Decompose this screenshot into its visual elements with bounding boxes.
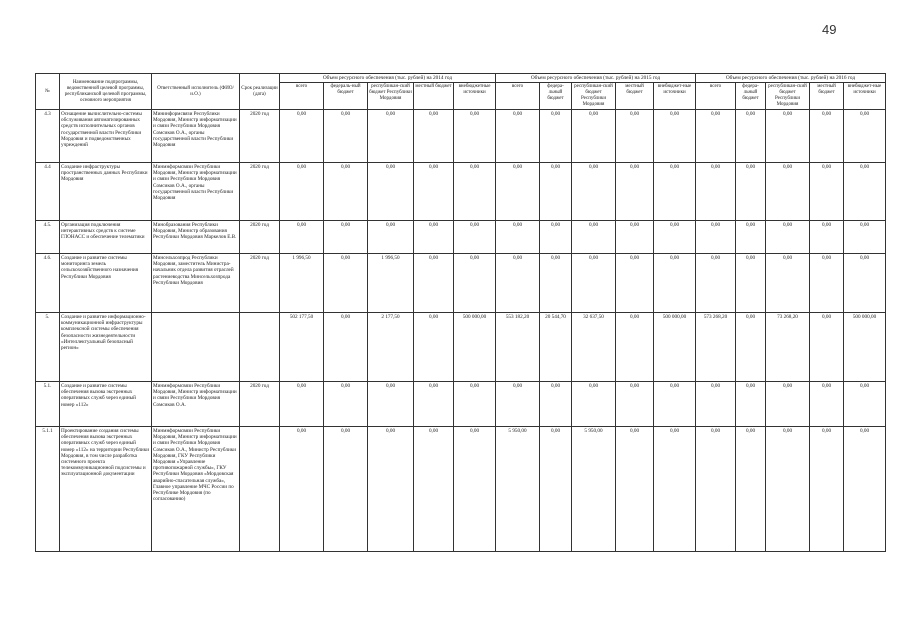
cell-2015-total: 0,00 <box>496 382 540 427</box>
row-executor: Мининформсвязи Республики Мордовия, Министр информатизации и связи Республики Мордовия Сомсиков О.А., органы государственной власти Республики Мордовия <box>152 110 240 163</box>
cell-2014-extra: 0,00 <box>454 110 496 163</box>
row-number: 4.4 <box>36 163 60 221</box>
row-term: 2020 год <box>240 382 280 427</box>
cell-2014-federal: 0,00 <box>324 163 368 221</box>
cell-2016-total: 0,00 <box>696 221 736 254</box>
cell-2016-local: 0,00 <box>810 427 844 552</box>
cell-2016-extra: 0,00 <box>844 163 886 221</box>
subheader-2015-republic: республикан-ский бюджет Республики Мордовия <box>572 83 616 110</box>
cell-2014-local: 0,00 <box>414 163 454 221</box>
cell-2014-extra: 500 000,00 <box>454 313 496 382</box>
cell-2016-republic: 0,00 <box>766 254 810 313</box>
cell-2015-total: 0,00 <box>496 254 540 313</box>
cell-2015-extra: 0,00 <box>654 110 696 163</box>
row-term: 2020 год <box>240 163 280 221</box>
cell-2016-total: 0,00 <box>696 382 736 427</box>
cell-2014-local: 0,00 <box>414 110 454 163</box>
cell-2014-extra: 0,00 <box>454 254 496 313</box>
cell-2014-extra: 0,00 <box>454 427 496 552</box>
cell-2014-republic: 1 996,50 <box>368 254 414 313</box>
cell-2014-local: 0,00 <box>414 382 454 427</box>
subheader-2016-local: местный бюджет <box>810 83 844 110</box>
row-term <box>240 427 280 552</box>
subheader-2014-federal: федераль-ный бюджет <box>324 83 368 110</box>
cell-2016-federal: 0,00 <box>736 163 766 221</box>
header-group-2015: Объем ресурсного обеспечения (тыс. рублей) на 2015 год <box>496 74 696 83</box>
cell-2014-federal: 0,00 <box>324 427 368 552</box>
cell-2016-federal: 0,00 <box>736 382 766 427</box>
cell-2014-republic: 0,00 <box>368 382 414 427</box>
row-executor: Минобразования Республики Мордовия, Министр образования Республики Мордовия Маркелов Е.В. <box>152 221 240 254</box>
cell-2015-federal: 20 544,70 <box>540 313 572 382</box>
cell-2015-local: 0,00 <box>616 163 654 221</box>
table-row <box>36 163 886 221</box>
cell-2015-federal: 0,00 <box>540 221 572 254</box>
cell-2014-local: 0,00 <box>414 313 454 382</box>
cell-2015-extra: 0,00 <box>654 221 696 254</box>
row-program-name: Создание и развитие информационно-коммуникационной инфраструктуры комплексной системы обеспечения безопасности жизнедеятельности «Интеллектуальный безопасный регион» <box>60 313 152 382</box>
row-program-name: Оснащение вычислительно-системы обслуживания автоматизированных средств исполнительных органов государственной власти Республики Мордовия и подведомственных учреждений <box>60 110 152 163</box>
row-executor: Минмнформсвязи Республики Мордовия, Министр информатизации и связи Республики Мордовия Сомсиков О.А., Министр Республики Мордовия, ГКУ Республики Мордовия «Управление противопожарной службы», ГКУ Республики Мордовия «Мордовская аварийно-спасательная служба», Главное управление МЧС России по Республике Мордовия (по согласованию) <box>152 427 240 552</box>
header-number: № <box>36 74 60 110</box>
cell-2016-extra: 0,00 <box>844 254 886 313</box>
row-executor: Минмнформсвязи Республики Мордовия, Министр информатизации и связи Республики Мордовия Сомсиков О.А. <box>152 382 240 427</box>
cell-2014-republic: 0,00 <box>368 163 414 221</box>
cell-2014-federal: 0,00 <box>324 110 368 163</box>
subheader-2016-extra: внебюджет-ные источники <box>844 83 886 110</box>
table-row <box>36 110 886 163</box>
cell-2014-republic: 0,00 <box>368 110 414 163</box>
cell-2016-federal: 0,00 <box>736 254 766 313</box>
cell-2016-federal: 0,00 <box>736 313 766 382</box>
cell-2015-total: 553 182,20 <box>496 313 540 382</box>
header-term: Срок реализации (дата) <box>240 74 280 110</box>
cell-2014-total: 0,00 <box>280 221 324 254</box>
subheader-2016-total: всего <box>696 83 736 110</box>
table-row <box>36 254 886 313</box>
row-program-name: Проектирование создания системы обеспечения вызова экстренных оперативных служб через единый номер «112» на территории Республики Мордовия, в том числе разработка системного проекта телекоммуникационной подсистемы и эксплуатационной документации <box>60 427 152 552</box>
cell-2014-extra: 0,00 <box>454 221 496 254</box>
cell-2016-local: 0,00 <box>810 110 844 163</box>
cell-2016-federal: 0,00 <box>736 221 766 254</box>
cell-2016-total: 573 268,20 <box>696 313 736 382</box>
cell-2015-republic: 0,00 <box>572 110 616 163</box>
cell-2015-extra: 0,00 <box>654 163 696 221</box>
row-number: 4.3 <box>36 110 60 163</box>
cell-2015-extra: 0,00 <box>654 254 696 313</box>
cell-2015-federal: 0,00 <box>540 163 572 221</box>
cell-2015-federal: 0,00 <box>540 382 572 427</box>
cell-2015-federal: 0,00 <box>540 254 572 313</box>
cell-2015-local: 0,00 <box>616 313 654 382</box>
row-term: 2020 год <box>240 221 280 254</box>
cell-2014-federal: 0,00 <box>324 221 368 254</box>
cell-2015-federal: 0,00 <box>540 110 572 163</box>
subheader-2016-federal: федера-льный бюджет <box>736 83 766 110</box>
row-program-name: Создание и развитие системы обеспечения вызова экстренных оперативных служб через единый номер «112» <box>60 382 152 427</box>
cell-2014-local: 0,00 <box>414 221 454 254</box>
table-row <box>36 382 886 427</box>
cell-2015-local: 0,00 <box>616 427 654 552</box>
cell-2015-local: 0,00 <box>616 221 654 254</box>
cell-2015-extra: 0,00 <box>654 427 696 552</box>
cell-2014-republic: 0,00 <box>368 427 414 552</box>
cell-2015-republic: 0,00 <box>572 221 616 254</box>
cell-2016-republic: 0,00 <box>766 221 810 254</box>
row-number: 4.5. <box>36 221 60 254</box>
cell-2016-republic: 0,00 <box>766 427 810 552</box>
cell-2014-federal: 0,00 <box>324 313 368 382</box>
cell-2014-local: 0,00 <box>414 254 454 313</box>
cell-2015-republic: 0,00 <box>572 254 616 313</box>
row-term <box>240 313 280 382</box>
row-number: 4.6. <box>36 254 60 313</box>
cell-2016-total: 0,00 <box>696 427 736 552</box>
cell-2016-republic: 0,00 <box>766 382 810 427</box>
row-term: 2020 год <box>240 254 280 313</box>
cell-2015-republic: 0,00 <box>572 163 616 221</box>
cell-2014-federal: 0,00 <box>324 382 368 427</box>
cell-2014-federal: 0,00 <box>324 254 368 313</box>
cell-2015-republic: 32 637,50 <box>572 313 616 382</box>
row-executor: Минмнформсвязи Республики Мордовия, Министр информатизации и связи Республики Мордовия Сомсиков О.А., органы государственной власти Республики Мордовия <box>152 163 240 221</box>
header-group-2014: Объем ресурсного обеспечения (тыс. рублей) на 2014 год <box>280 74 496 83</box>
cell-2014-extra: 0,00 <box>454 382 496 427</box>
subheader-2016-republic: республикан-ский бюджет Республики Мордовия <box>766 83 810 110</box>
cell-2015-total: 0,00 <box>496 110 540 163</box>
cell-2016-local: 0,00 <box>810 313 844 382</box>
table-header-row <box>36 74 886 83</box>
cell-2016-total: 0,00 <box>696 110 736 163</box>
cell-2016-local: 0,00 <box>810 163 844 221</box>
cell-2015-local: 0,00 <box>616 254 654 313</box>
cell-2016-federal: 0,00 <box>736 110 766 163</box>
cell-2015-federal: 0,00 <box>540 427 572 552</box>
table-row <box>36 313 886 382</box>
header-program-name: Наименование подпрограммы, ведомственной целевой программы, республиканской целевой программы, основного мероприятия <box>60 74 152 110</box>
subheader-2015-extra: внебюджет-ные источники <box>654 83 696 110</box>
row-number: 5. <box>36 313 60 382</box>
cell-2016-republic: 0,00 <box>766 110 810 163</box>
cell-2014-total: 1 996,50 <box>280 254 324 313</box>
row-term: 2020 год <box>240 110 280 163</box>
subheader-2015-total: всего <box>496 83 540 110</box>
table-row <box>36 221 886 254</box>
cell-2014-local: 0,00 <box>414 427 454 552</box>
row-program-name: Создание и развитие системы мониторинга земель сельскохозяйственного назначения Республики Мордовия <box>60 254 152 313</box>
cell-2015-extra: 0,00 <box>654 382 696 427</box>
cell-2016-total: 0,00 <box>696 254 736 313</box>
cell-2015-local: 0,00 <box>616 110 654 163</box>
cell-2016-extra: 0,00 <box>844 382 886 427</box>
row-program-name: Создание инфраструктуры пространственных данных Республики Мордовия <box>60 163 152 221</box>
cell-2016-extra: 0,00 <box>844 427 886 552</box>
row-number: 5.1. <box>36 382 60 427</box>
cell-2016-extra: 0,00 <box>844 221 886 254</box>
cell-2016-federal: 0,00 <box>736 427 766 552</box>
subheader-2014-extra: внебюджетные источники <box>454 83 496 110</box>
header-group-2016: Объем ресурсного обеспечения (тыс. рублей) на 2016 год <box>696 74 886 83</box>
cell-2014-total: 0,00 <box>280 163 324 221</box>
cell-2014-total: 0,00 <box>280 427 324 552</box>
page-number: 49 <box>822 22 837 37</box>
cell-2016-republic: 0,00 <box>766 163 810 221</box>
budget-table <box>35 73 886 552</box>
cell-2014-extra: 0,00 <box>454 163 496 221</box>
subheader-2014-local: местный бюджет <box>414 83 454 110</box>
cell-2015-republic: 0,00 <box>572 382 616 427</box>
subheader-2014-republic: республикан-ский бюджет Республики Мордовия <box>368 83 414 110</box>
cell-2016-local: 0,00 <box>810 382 844 427</box>
cell-2016-local: 0,00 <box>810 254 844 313</box>
header-executor: Ответственный исполнитель (ФИО/и.О.) <box>152 74 240 110</box>
subheader-2014-total: всего <box>280 83 324 110</box>
cell-2015-total: 0,00 <box>496 163 540 221</box>
cell-2015-total: 0,00 <box>496 221 540 254</box>
cell-2016-extra: 0,00 <box>844 110 886 163</box>
table-row <box>36 427 886 552</box>
cell-2016-republic: 73 268,20 <box>766 313 810 382</box>
row-number: 5.1.1 <box>36 427 60 552</box>
cell-2016-total: 0,00 <box>696 163 736 221</box>
subheader-2015-local: местный бюджет <box>616 83 654 110</box>
cell-2015-republic: 5 950,00 <box>572 427 616 552</box>
cell-2014-total: 502 177,50 <box>280 313 324 382</box>
row-program-name: Организация подключения интерактивных средств к системе ГЛОНАСС и обеспечение телематики <box>60 221 152 254</box>
cell-2014-total: 0,00 <box>280 382 324 427</box>
row-executor <box>152 313 240 382</box>
cell-2015-extra: 500 000,00 <box>654 313 696 382</box>
cell-2016-local: 0,00 <box>810 221 844 254</box>
cell-2015-total: 5 950,00 <box>496 427 540 552</box>
subheader-2015-federal: федера-льный бюджет <box>540 83 572 110</box>
cell-2014-republic: 0,00 <box>368 221 414 254</box>
cell-2014-total: 0,00 <box>280 110 324 163</box>
cell-2016-extra: 500 000,00 <box>844 313 886 382</box>
cell-2015-local: 0,00 <box>616 382 654 427</box>
row-executor: Минсельхозпрод Республики Мордовия, заместитель Министра-начальник отдела развития отраслей растениеводства Минсельхозпрода Республики Мордовия <box>152 254 240 313</box>
cell-2014-republic: 2 177,50 <box>368 313 414 382</box>
